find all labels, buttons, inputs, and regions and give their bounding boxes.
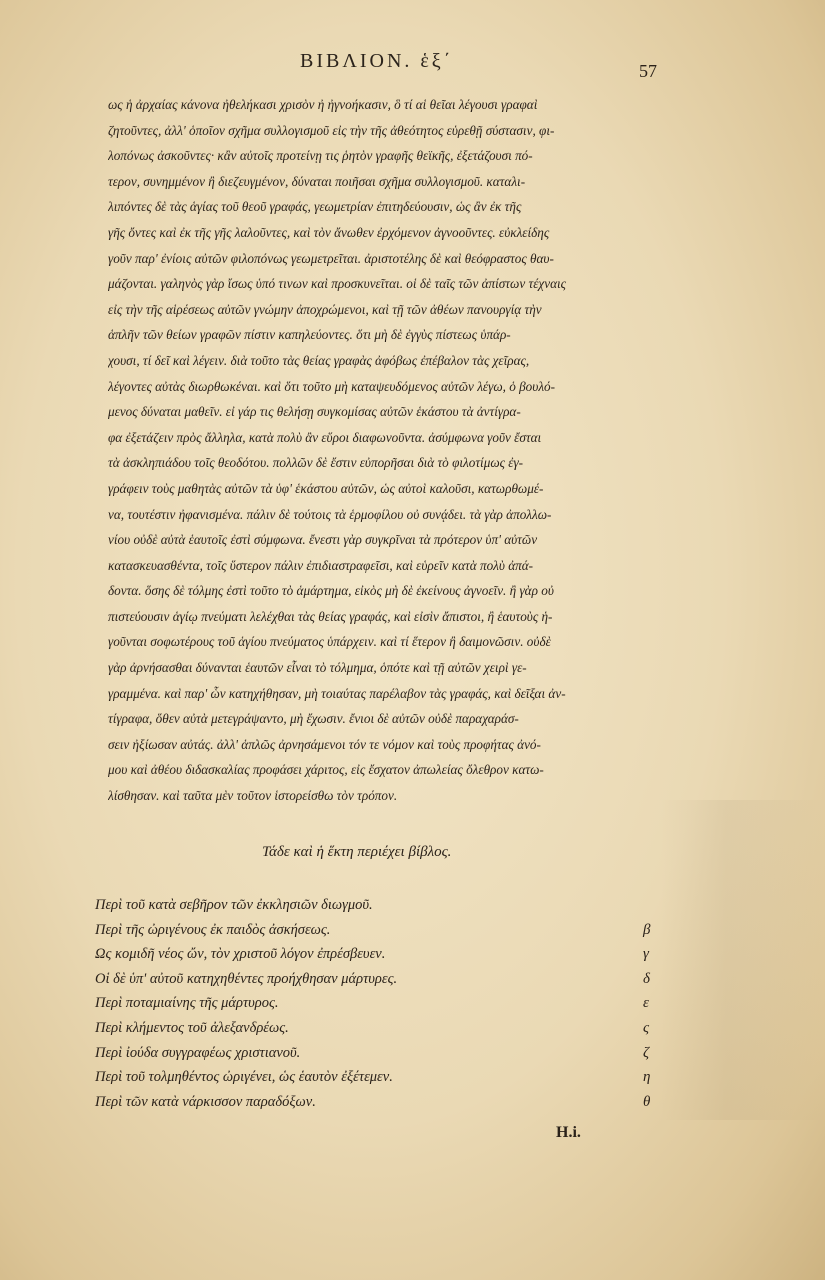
page-number: 57: [639, 61, 657, 81]
body-line: γοῦνται σοφωτέρους τοῦ ἁγίου πνεύματος ὑπάρχειν. καὶ τί ἕτερον ἢ δαιμονῶσιν. οὐδὲ: [108, 634, 551, 650]
body-line: γὰρ ἀρνήσασθαι δύνανται ἑαυτῶν εἶναι τὸ τόλμημα, ὁπότε καὶ τῇ αὐτῶν χειρὶ γε-: [108, 660, 527, 676]
body-line: πιστεύουσιν ἁγίῳ πνεύματι λελέχθαι τὰς θείας γραφάς, καὶ εἰσὶν ἄπιστοι, ἢ ἑαυτοὺς ἡ-: [108, 608, 553, 624]
body-line: χουσι, τί δεῖ καὶ λέγειν. διὰ τοῦτο τὰς θείας γραφὰς ἀφόβως ἐπέβαλον τὰς χεῖρας,: [108, 352, 530, 368]
toc-entry-number: ζ: [643, 1044, 650, 1061]
show-through-shadow: [660, 800, 825, 1120]
toc-entry-number: ς: [643, 1019, 650, 1036]
toc-entry-text: Περὶ τῶν κατὰ νάρκισσον παραδόξων.: [95, 1093, 316, 1110]
body-line: λίσθησαν. καὶ ταῦτα μὲν τοῦτον ἱστορείσθω τὸν τρόπον.: [108, 788, 398, 804]
toc-entry-text: Περὶ ἰούδα συγγραφέως χριστιανοῦ.: [95, 1044, 301, 1061]
body-line: μάζονται. γαληνὸς γὰρ ἴσως ὑπό τινων καὶ προσκυνεῖται. οἱ δὲ ταῖς τῶν ἀπίστων τέχναις: [108, 276, 567, 292]
toc-entry-number: ε: [643, 995, 649, 1012]
toc-entry-number: γ: [643, 946, 649, 963]
toc-entry: [95, 1090, 675, 1115]
body-line: νίου οὐδὲ αὐτὰ ἑαυτοῖς ἐστὶ σύμφωνα. ἔνεστι γὰρ συγκρῖναι τὰ πρότερον ὑπ' αὐτῶν: [108, 532, 538, 548]
toc-title: Τάδε καὶ ἡ ἕκτη περιέχει βίβλος.: [262, 844, 452, 860]
toc-entry: [95, 1041, 675, 1066]
body-line: κατασκευασθέντα, τοῖς ὕστερον πάλιν ἐπιδιαστραφεῖσι, καὶ εὑρεῖν κατὰ πολὺ ἀπά-: [108, 557, 534, 573]
toc-entry-text: Οἱ δὲ ὑπ' αὐτοῦ κατηχηθέντες προήχθησαν μάρτυρες.: [95, 970, 398, 987]
toc-entry: [95, 918, 675, 943]
body-line: μενος δύναται μαθεῖν. εἰ γάρ τις θελήσῃ συγκομίσας αὐτῶν ἑκάστου τὰ ἀντίγρα-: [108, 404, 521, 420]
toc-entry-text: Περὶ ποταμιαίνης τῆς μάρτυρος.: [95, 995, 279, 1012]
body-line: γραμμένα. καὶ παρ' ὧν κατηχήθησαν, μὴ τοιαύτας παρέλαβον τὰς γραφάς, καὶ δεῖξαι ἀν-: [108, 685, 566, 701]
toc-entry: [95, 967, 675, 992]
body-line: δοντα. ὅσης δὲ τόλμης ἐστὶ τοῦτο τὸ ἁμάρτημα, εἰκὸς μὴ δὲ ἐκείνους ἀγνοεῖν. ἢ γὰρ οὐ: [108, 583, 554, 599]
body-line: μου καὶ ἀθέου διδασκαλίας προφάσει χάριτος, εἰς ἔσχατον ἀπωλείας ὄλεθρον κατω-: [108, 762, 544, 778]
toc-entry: [95, 893, 675, 918]
toc-entry-number: η: [643, 1069, 651, 1086]
toc-entry: [95, 942, 675, 967]
body-text: [108, 92, 663, 809]
body-line: ἁπλῆν τῶν θείων γραφῶν πίστιν καπηλεύοντες. ὅτι μὴ δὲ ἐγγὺς πίστεως ὑπάρ-: [108, 327, 511, 343]
body-line: γοῦν παρ' ἐνίοις αὐτῶν φιλοπόνως γεωμετρεῖται. ἀριστοτέλης δὲ καὶ θεόφραστος θαυ-: [108, 250, 554, 266]
signature-mark: H.i.: [556, 1124, 581, 1141]
body-line: ζητοῦντες, ἀλλ' ὁποῖον σχῆμα συλλογισμοῦ εἰς τὴν τῆς ἀθεότητος εὑρεθῇ σύστασιν, φι-: [108, 122, 555, 138]
body-line: εἰς τὴν τῆς αἱρέσεως αὐτῶν γνώμην ἀποχρώμενοι, καὶ τῇ τῶν ἀθέων πανουργίᾳ τὴν: [108, 301, 542, 317]
body-line: τὰ ἀσκληπιάδου τοῖς θεοδότου. πολλῶν δὲ ἔστιν εὐπορῆσαι διὰ τὸ φιλοτίμως ἐγ-: [108, 455, 524, 471]
toc-entry-number: θ: [643, 1093, 651, 1110]
table-of-contents: [95, 893, 675, 1114]
toc-entry-text: Περὶ τῆς ὠριγένους ἐκ παιδὸς ἀσκήσεως.: [95, 921, 331, 938]
toc-entry: [95, 1065, 675, 1090]
toc-entry-text: Περὶ τοῦ κατὰ σεβῆρον τῶν ἐκκλησιῶν διωγμοῦ.: [95, 897, 373, 913]
body-line: φα ἐξετάζειν πρὸς ἄλληλα, κατὰ πολὺ ἂν εὕροι διαφωνοῦντα. ἀσύμφωνα γοῦν ἔσται: [108, 429, 542, 445]
body-line: λέγοντες αὐτὰς διωρθωκέναι. καὶ ὅτι τοῦτο μὴ καταψευδόμενος αὐτῶν λέγω, ὁ βουλό-: [108, 378, 556, 394]
body-line: να, τουτέστιν ἠφανισμένα. πάλιν δὲ τούτοις τὰ ἑρμοφίλου οὐ συνᾴδει. τὰ γὰρ ἀπολλω-: [108, 506, 552, 522]
body-line: τερον, συνημμένον ἢ διεζευγμένον, δύναται ποιῆσαι σχῆμα συλλογισμοῦ. καταλι-: [108, 173, 526, 189]
toc-entry-text: Περὶ κλήμεντος τοῦ ἀλεξανδρέως.: [95, 1019, 289, 1036]
body-line: τίγραφα, ὅθεν αὐτὰ μετεγράψαντο, μὴ ἔχωσιν. ἔνιοι δὲ αὐτῶν οὐδὲ παραχαράσ-: [108, 711, 519, 727]
toc-entry: [95, 1016, 675, 1041]
body-line: σειν ἠξίωσαν αὐτάς. ἀλλ' ἁπλῶς ἀρνησάμενοι τόν τε νόμον καὶ τοὺς προφήτας ἀνό-: [108, 736, 541, 752]
toc-entry-number: β: [643, 921, 651, 938]
toc-entry: [95, 991, 675, 1016]
running-header: ΒΙΒΛΙΟΝ. ἑξ΄: [300, 50, 454, 72]
toc-entry-text: Περὶ τοῦ τολμηθέντος ὠριγένει, ὡς ἑαυτὸν ἐξέτεμεν.: [95, 1069, 393, 1086]
toc-entry-number: δ: [643, 970, 650, 987]
body-line: λοπόνως ἀσκοῦντες· κἂν αὐτοῖς προτείνῃ τις ῥητὸν γραφῆς θεϊκῆς, ἐξετάζουσι πό-: [108, 148, 533, 164]
toc-entry-text: Ως κομιδῆ νέος ὤν, τὸν χριστοῦ λόγον ἐπρέσβευεν.: [95, 946, 386, 963]
body-line: λιπόντες δὲ τὰς ἁγίας τοῦ θεοῦ γραφάς, γεωμετρίαν ἐπιτηδεύουσιν, ὡς ἂν ἐκ τῆς: [108, 199, 522, 215]
body-line: ως ἡ ἀρχαίας κάνονα ἠθελήκασι χρισὸν ἠ ἠγνοήκασιν, ὃ τί αἱ θεῖαι λέγουσι γραφαὶ: [108, 97, 538, 112]
body-line: γῆς ὄντες καὶ ἐκ τῆς γῆς λαλοῦντες, καὶ τὸν ἄνωθεν ἐρχόμενον ἀγνοοῦντες. εὐκλείδης: [108, 224, 550, 240]
body-line: γράφειν τοὺς μαθητὰς αὐτῶν τὰ ὑφ' ἑκάστου αὐτῶν, ὡς αὐτοὶ καλοῦσι, κατωρθωμέ-: [108, 480, 544, 496]
